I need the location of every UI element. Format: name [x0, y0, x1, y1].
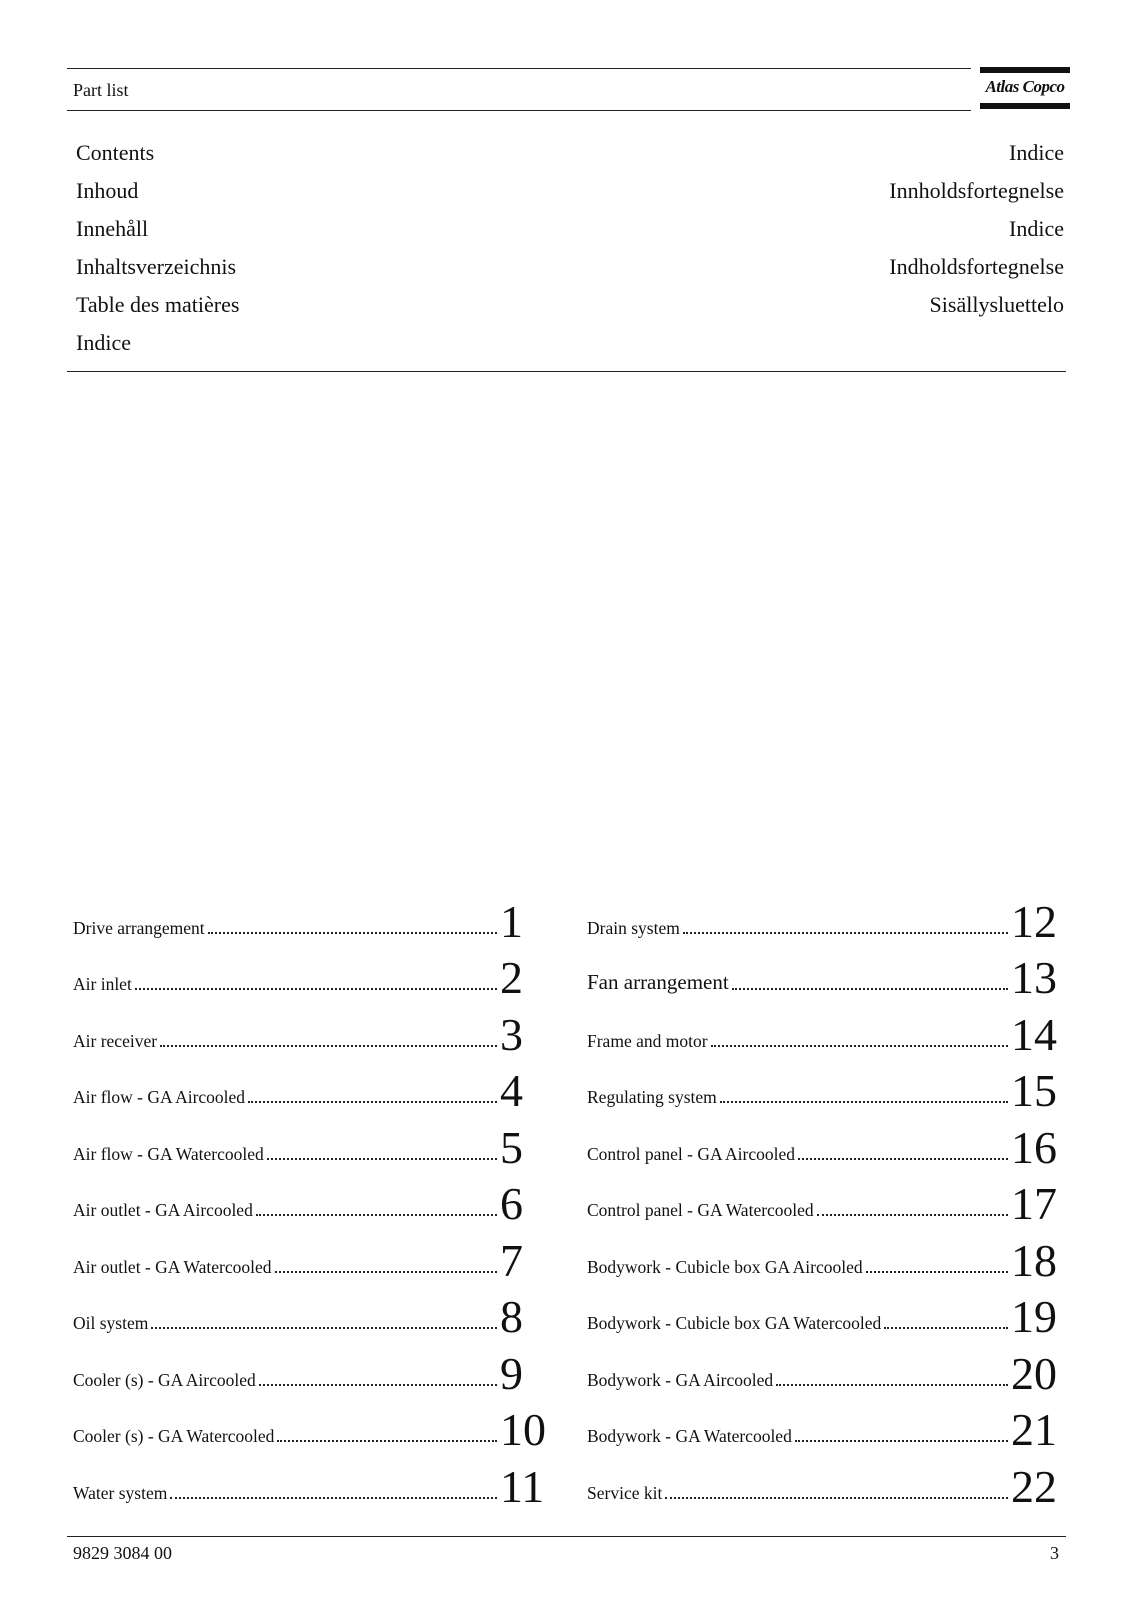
toc-entry[interactable] — [587, 1284, 1061, 1341]
toc-entry[interactable] — [587, 945, 1061, 1002]
toc-entry-label: Cooler (s) - GA Aircooled — [73, 1369, 256, 1390]
toc-entry-page: 2 — [500, 952, 523, 1003]
toc-entry-label: Control panel - GA Watercooled — [587, 1200, 814, 1220]
toc-entry[interactable] — [73, 1397, 548, 1454]
toc-leader-dots — [817, 1214, 1008, 1216]
toc-right-column — [587, 888, 1061, 1510]
toc-entry-label: Air flow - GA Aircooled — [73, 1087, 246, 1107]
toc-entry[interactable] — [73, 1340, 548, 1397]
toc-entry-page: 13 — [1011, 952, 1057, 1003]
toc-leader-dots — [151, 1327, 497, 1329]
header-title: Part list — [73, 80, 129, 100]
logo-bottom-bar — [980, 103, 1070, 109]
toc-entry-label: Water system — [73, 1482, 168, 1503]
toc-leader-dots — [275, 1271, 498, 1273]
toc-entry-page: 9 — [500, 1347, 523, 1399]
toc-leader-dots — [683, 932, 1008, 934]
toc-leader-dots — [798, 1158, 1008, 1160]
toc-entry[interactable] — [73, 1114, 548, 1171]
contents-right-heading: Sisällysluettelo — [929, 292, 1064, 317]
toc-leader-dots — [277, 1440, 497, 1442]
header-bottom-rule — [67, 110, 971, 111]
toc-leader-dots — [711, 1045, 1008, 1047]
toc-entry[interactable] — [73, 1171, 548, 1228]
toc-entry-page: 15 — [1011, 1065, 1057, 1116]
contents-right-heading: Indice — [1009, 140, 1064, 165]
toc-entry-page: 22 — [1011, 1460, 1057, 1512]
toc-left-column — [73, 888, 548, 1510]
toc-entry-page: 8 — [500, 1291, 523, 1342]
header-top-rule — [67, 68, 971, 69]
toc-entry-label: Air inlet — [73, 974, 132, 994]
contents-right-heading: Indice — [1009, 216, 1064, 241]
toc-entry-page: 17 — [1011, 1178, 1057, 1229]
toc-entry[interactable] — [73, 1001, 548, 1058]
logo-text: Atlas Copco — [985, 77, 1065, 96]
toc-entry-label: Service kit — [587, 1482, 663, 1503]
toc-entry[interactable] — [587, 1453, 1061, 1510]
logo-top-bar — [980, 67, 1070, 73]
toc-entry-label: Air flow - GA Watercooled — [73, 1143, 264, 1164]
contents-separator-rule — [67, 371, 1066, 372]
contents-row — [76, 140, 1064, 178]
atlas-copco-logo — [980, 67, 1070, 113]
toc-entry-page: 5 — [500, 1121, 523, 1173]
toc-leader-dots — [884, 1327, 1008, 1329]
toc-entry-label: Bodywork - Cubicle box GA Watercooled — [587, 1313, 882, 1333]
toc-leader-dots — [866, 1271, 1008, 1273]
toc-entry-page: 16 — [1011, 1121, 1057, 1173]
toc-entry-page: 1 — [500, 895, 523, 947]
toc-entry-label: Regulating system — [587, 1087, 717, 1107]
toc-entry-label: Control panel - GA Aircooled — [587, 1143, 796, 1164]
toc-leader-dots — [160, 1045, 497, 1047]
toc-entry[interactable] — [73, 1058, 548, 1115]
contents-row — [76, 292, 1064, 330]
toc-entry[interactable] — [73, 945, 548, 1002]
toc-leader-dots — [776, 1384, 1008, 1386]
toc-entry[interactable] — [73, 1227, 548, 1284]
toc-entry-page: 6 — [500, 1178, 523, 1229]
toc-entry-label: Drive arrangement — [73, 917, 205, 938]
contents-left-heading: Table des matières — [76, 292, 240, 317]
toc-entry-label: Air outlet - GA Watercooled — [73, 1256, 272, 1277]
contents-row — [76, 330, 1064, 368]
toc-entry-label: Fan arrangement — [587, 970, 729, 994]
toc-entry-page: 12 — [1011, 895, 1057, 947]
footer-rule — [67, 1536, 1066, 1537]
toc-entry-page: 20 — [1011, 1347, 1057, 1399]
toc-entry-page: 10 — [500, 1404, 546, 1455]
toc-entry-page: 19 — [1011, 1291, 1057, 1342]
footer-document-number: 9829 3084 00 — [73, 1543, 172, 1563]
toc-leader-dots — [256, 1214, 497, 1216]
toc-entry[interactable] — [587, 1058, 1061, 1115]
contents-left-heading: Innehåll — [76, 216, 149, 241]
toc-entry-page: 7 — [500, 1234, 523, 1286]
toc-entry-page: 21 — [1011, 1404, 1057, 1455]
toc-leader-dots — [665, 1497, 1008, 1499]
toc-entry-page: 18 — [1011, 1234, 1057, 1286]
toc-entry[interactable] — [587, 888, 1061, 945]
contents-left-heading: Indice — [76, 330, 131, 355]
toc-entry-label: Bodywork - Cubicle box GA Aircooled — [587, 1256, 863, 1277]
contents-row — [76, 254, 1064, 292]
toc-entry[interactable] — [587, 1114, 1061, 1171]
toc-leader-dots — [259, 1384, 497, 1386]
contents-left-heading: Inhaltsverzeichnis — [76, 254, 237, 279]
toc-entry-label: Cooler (s) - GA Watercooled — [73, 1426, 275, 1446]
toc-entry[interactable] — [73, 1453, 548, 1510]
contents-left-heading: Inhoud — [76, 178, 139, 203]
toc-leader-dots — [267, 1158, 497, 1160]
toc-entry-label: Air outlet - GA Aircooled — [73, 1200, 253, 1220]
toc-entry[interactable] — [587, 1171, 1061, 1228]
contents-left-heading: Contents — [76, 140, 155, 165]
toc-entry-page: 3 — [500, 1008, 523, 1060]
toc-entry-label: Frame and motor — [587, 1030, 708, 1051]
toc-entry-page: 11 — [500, 1460, 545, 1512]
toc-entry[interactable] — [587, 1340, 1061, 1397]
toc-entry-page: 14 — [1011, 1008, 1057, 1060]
contents-row — [76, 178, 1064, 216]
toc-leader-dots — [208, 932, 497, 934]
toc-entry-label: Drain system — [587, 917, 680, 938]
toc-entry-page: 4 — [500, 1065, 523, 1116]
contents-right-heading: Indholdsfortegnelse — [889, 254, 1064, 279]
toc-entry-label: Bodywork - GA Aircooled — [587, 1369, 774, 1390]
contents-row — [76, 216, 1064, 254]
contents-headings — [76, 140, 1064, 368]
footer-page-number: 3 — [1050, 1543, 1059, 1563]
toc-entry[interactable] — [587, 1227, 1061, 1284]
contents-right-heading: Innholdsfortegnelse — [889, 178, 1064, 203]
toc-entry[interactable] — [587, 1001, 1061, 1058]
toc-entry[interactable] — [73, 888, 548, 945]
toc-leader-dots — [732, 988, 1008, 990]
toc-entry[interactable] — [73, 1284, 548, 1341]
toc-entry[interactable] — [587, 1397, 1061, 1454]
toc-entry-label: Oil system — [73, 1313, 149, 1333]
toc-entry-label: Air receiver — [73, 1030, 158, 1051]
toc-entry-label: Bodywork - GA Watercooled — [587, 1426, 792, 1446]
toc-leader-dots — [248, 1101, 497, 1103]
toc-leader-dots — [795, 1440, 1008, 1442]
toc-leader-dots — [720, 1101, 1008, 1103]
toc-leader-dots — [170, 1497, 497, 1499]
toc-leader-dots — [135, 988, 497, 990]
